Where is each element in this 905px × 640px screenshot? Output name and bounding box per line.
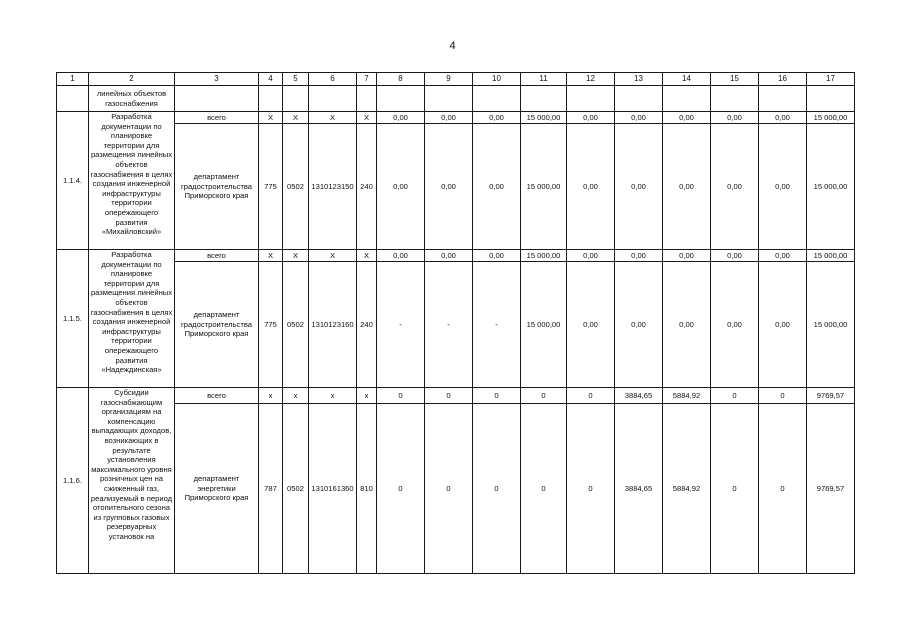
item-total-row xyxy=(57,112,855,124)
detail-cell: 810 xyxy=(357,404,377,574)
total-cell: 15 000,00 xyxy=(807,250,855,262)
item-total-row xyxy=(57,250,855,262)
total-cell: 0,00 xyxy=(663,250,711,262)
total-cell: 9769,57 xyxy=(807,388,855,404)
total-cell: 15 000,00 xyxy=(521,112,567,124)
detail-cell: 0502 xyxy=(283,262,309,388)
detail-cell: 0502 xyxy=(283,404,309,574)
column-header: 6 xyxy=(309,73,357,86)
item-name: Разработка документации по планировке территории для размещения линейных объектов газоснабжения в целях создания инженерной инфраструктуры территории опережающего развития «Надеждинская» xyxy=(89,250,175,388)
total-cell: х xyxy=(283,388,309,404)
column-header: 11 xyxy=(521,73,567,86)
column-header: 9 xyxy=(425,73,473,86)
total-cell: 15 000,00 xyxy=(521,250,567,262)
detail-cell: 0,00 xyxy=(377,124,425,250)
item-total-row xyxy=(57,388,855,404)
total-label: всего xyxy=(175,112,259,124)
total-cell: 0,00 xyxy=(377,250,425,262)
detail-cell: 0502 xyxy=(283,124,309,250)
total-cell: 0,00 xyxy=(425,250,473,262)
detail-cell: 775 xyxy=(259,124,283,250)
total-cell: Х xyxy=(357,250,377,262)
executor-name: департамент энергетики Приморского края xyxy=(175,404,259,574)
detail-cell: 0 xyxy=(425,404,473,574)
detail-cell: 0,00 xyxy=(473,124,521,250)
detail-cell: 0 xyxy=(711,404,759,574)
item-detail-row xyxy=(57,124,855,250)
total-cell: Х xyxy=(309,250,357,262)
detail-cell: 5884,92 xyxy=(663,404,711,574)
detail-cell: 0,00 xyxy=(759,124,807,250)
total-cell: 0,00 xyxy=(473,250,521,262)
total-cell: Х xyxy=(283,112,309,124)
total-cell: 0 xyxy=(567,388,615,404)
total-cell: 0,00 xyxy=(567,112,615,124)
column-header: 4 xyxy=(259,73,283,86)
total-cell: 0,00 xyxy=(425,112,473,124)
detail-cell: 0,00 xyxy=(711,262,759,388)
detail-cell: 240 xyxy=(357,262,377,388)
column-header: 5 xyxy=(283,73,309,86)
total-cell: х xyxy=(309,388,357,404)
total-cell: 15 000,00 xyxy=(807,112,855,124)
detail-cell: 0,00 xyxy=(663,262,711,388)
detail-cell: 15 000,00 xyxy=(807,124,855,250)
total-label: всего xyxy=(175,388,259,404)
item-detail-row xyxy=(57,262,855,388)
total-cell: Х xyxy=(259,112,283,124)
detail-cell: 0,00 xyxy=(711,124,759,250)
detail-cell: 775 xyxy=(259,262,283,388)
continuation-row xyxy=(57,86,855,112)
column-header: 13 xyxy=(615,73,663,86)
total-cell: 0,00 xyxy=(615,250,663,262)
total-cell: 0,00 xyxy=(615,112,663,124)
detail-cell: - xyxy=(473,262,521,388)
detail-cell: 787 xyxy=(259,404,283,574)
total-cell: 0 xyxy=(759,388,807,404)
detail-cell: 15 000,00 xyxy=(521,262,567,388)
executor-name: департамент градостроительства Приморского края xyxy=(175,262,259,388)
detail-cell: 9769,57 xyxy=(807,404,855,574)
total-cell: 0 xyxy=(425,388,473,404)
detail-cell: 0,00 xyxy=(567,262,615,388)
total-cell: 0,00 xyxy=(663,112,711,124)
column-header: 17 xyxy=(807,73,855,86)
item-number: 1.1.5. xyxy=(57,250,89,388)
detail-cell: 0 xyxy=(377,404,425,574)
total-cell: 0,00 xyxy=(473,112,521,124)
total-label: всего xyxy=(175,250,259,262)
detail-cell: 0,00 xyxy=(663,124,711,250)
detail-cell: - xyxy=(425,262,473,388)
page-number: 4 xyxy=(449,40,456,52)
detail-cell: - xyxy=(377,262,425,388)
column-header: 14 xyxy=(663,73,711,86)
detail-cell: 15 000,00 xyxy=(521,124,567,250)
total-cell: Х xyxy=(357,112,377,124)
item-name: Субсидии газоснабжающим организациям на компенсацию выпадающих доходов, возникающих в результате установления максимального уровня розничных цен на сжиженный газ, реализуемый в период отопительного сезона из групповых газовых резервуарных установок на xyxy=(89,388,175,574)
total-cell: х xyxy=(357,388,377,404)
total-cell: 0,00 xyxy=(759,250,807,262)
total-cell: Х xyxy=(309,112,357,124)
column-header: 10 xyxy=(473,73,521,86)
total-cell: 0 xyxy=(521,388,567,404)
detail-cell: 0 xyxy=(521,404,567,574)
budget-table xyxy=(56,72,855,574)
column-header-row xyxy=(57,73,855,86)
column-header: 12 xyxy=(567,73,615,86)
total-cell: 3884,65 xyxy=(615,388,663,404)
column-header: 8 xyxy=(377,73,425,86)
detail-cell: 0 xyxy=(759,404,807,574)
total-cell: 5884,92 xyxy=(663,388,711,404)
total-cell: Х xyxy=(259,250,283,262)
column-header: 16 xyxy=(759,73,807,86)
column-header: 15 xyxy=(711,73,759,86)
detail-cell: 0 xyxy=(567,404,615,574)
item-detail-row xyxy=(57,404,855,574)
continuation-name: линейных объектов газоснабжения xyxy=(89,86,175,112)
total-cell: 0,00 xyxy=(711,250,759,262)
total-cell: 0 xyxy=(711,388,759,404)
column-header: 3 xyxy=(175,73,259,86)
detail-cell: 0,00 xyxy=(425,124,473,250)
item-name: Разработка документации по планировке территории для размещения линейных объектов газоснабжения в целях создания инженерной инфраструктуры территории опережающего развития «Михайловский» xyxy=(89,112,175,250)
detail-cell: 0,00 xyxy=(615,124,663,250)
detail-cell: 3884,65 xyxy=(615,404,663,574)
total-cell: 0 xyxy=(377,388,425,404)
detail-cell: 0 xyxy=(473,404,521,574)
detail-cell: 240 xyxy=(357,124,377,250)
total-cell: х xyxy=(259,388,283,404)
column-header: 2 xyxy=(89,73,175,86)
total-cell: 0 xyxy=(473,388,521,404)
detail-cell: 15 000,00 xyxy=(807,262,855,388)
item-number: 1.1.4. xyxy=(57,112,89,250)
detail-cell: 0,00 xyxy=(567,124,615,250)
total-cell: 0,00 xyxy=(711,112,759,124)
detail-cell: 1310161360 xyxy=(309,404,357,574)
total-cell: Х xyxy=(283,250,309,262)
total-cell: 0,00 xyxy=(759,112,807,124)
executor-name: департамент градостроительства Приморского края xyxy=(175,124,259,250)
column-header: 7 xyxy=(357,73,377,86)
detail-cell: 1310123150 xyxy=(309,124,357,250)
total-cell: 0,00 xyxy=(377,112,425,124)
column-header: 1 xyxy=(57,73,89,86)
detail-cell: 1310123160 xyxy=(309,262,357,388)
total-cell: 0,00 xyxy=(567,250,615,262)
detail-cell: 0,00 xyxy=(615,262,663,388)
detail-cell: 0,00 xyxy=(759,262,807,388)
item-number: 1.1.6. xyxy=(57,388,89,574)
